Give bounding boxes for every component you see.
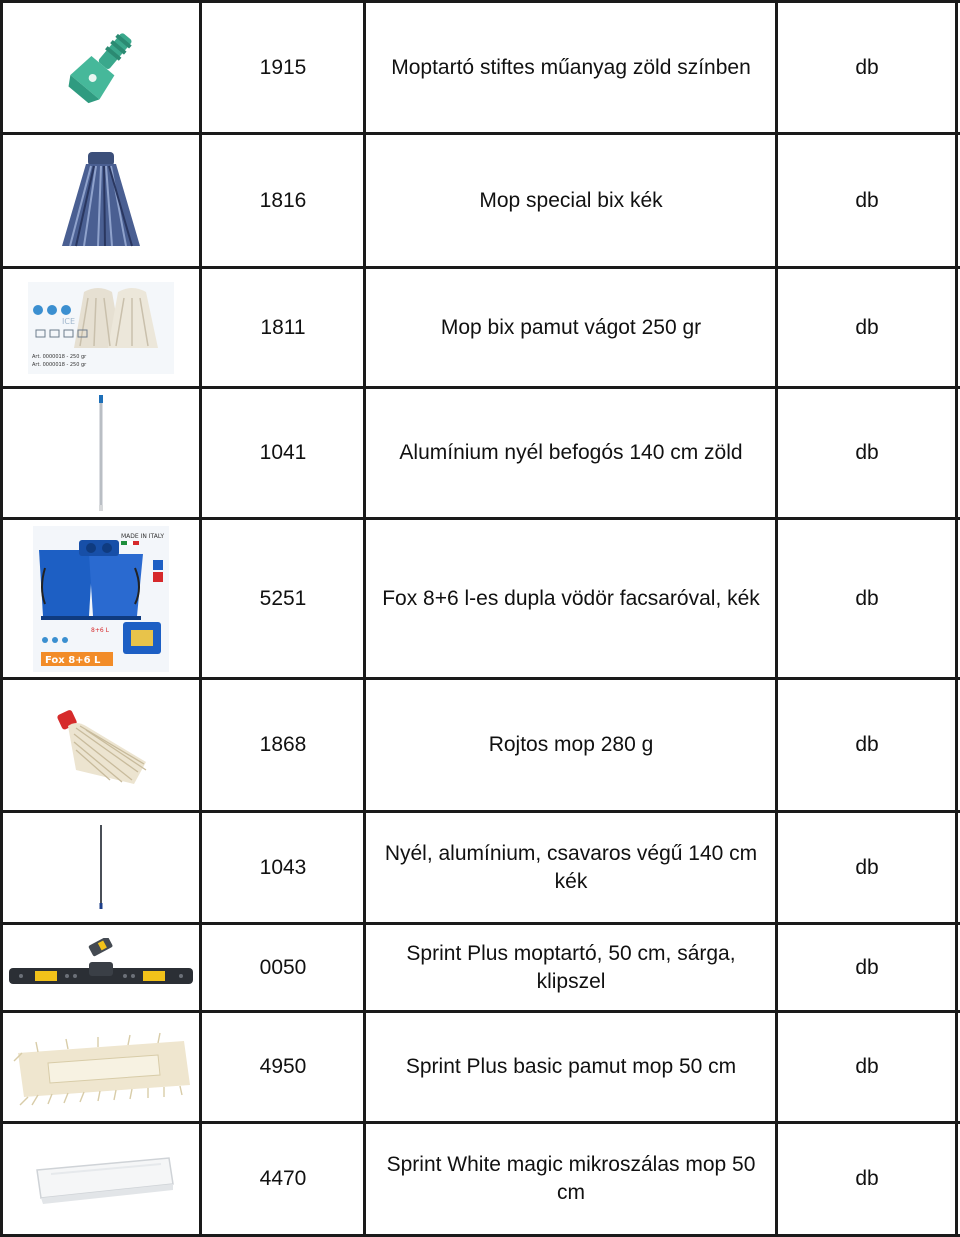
product-unit: db [855, 855, 879, 879]
product-name-text: Mop bix pamut vágot 250 gr [440, 315, 702, 339]
flat-cotton-mop-icon [8, 1027, 194, 1107]
image-caption: 8+6 L [91, 626, 109, 634]
table-row [0, 1013, 960, 1121]
blue-mop-head-icon [56, 146, 146, 256]
product-code: 4950 [259, 1055, 307, 1078]
product-name-text: Sprint Plus moptartó, 50 cm, sárga, klipszel [406, 941, 736, 993]
product-image [3, 813, 199, 922]
mop-holder-green-icon [56, 23, 146, 113]
product-image [3, 3, 199, 132]
table-row [0, 520, 960, 677]
product-unit: db [855, 586, 879, 610]
product-name-text: Fox 8+6 l-es dupla vödör facsaróval, kék [382, 586, 760, 610]
flat-mop-frame-icon [5, 938, 197, 998]
product-name-text: Alumínium nyél befogós 140 cm zöld [399, 441, 743, 464]
product-code: 1811 [260, 315, 306, 339]
screw-handle-icon [91, 823, 111, 913]
fringe-mop-icon [46, 700, 156, 790]
product-code: 1816 [259, 188, 307, 212]
product-code: 0050 [259, 955, 307, 979]
image-caption: Fox 8+6 L [45, 654, 101, 666]
product-name-text: Nyél, alumínium, csavaros végű 140 cm kék [384, 841, 758, 893]
table-row [0, 3, 960, 132]
table-row [0, 135, 960, 266]
table-row [0, 1124, 960, 1234]
product-name [367, 269, 775, 386]
product-name [367, 389, 775, 517]
product-image [3, 269, 199, 386]
image-caption: Art. 0000018 - 250 gr [32, 361, 87, 368]
product-name-text: Mop special bix kék [479, 188, 663, 212]
product-name-text: Rojtos mop 280 g [488, 733, 654, 756]
product-image [3, 135, 199, 266]
table-row [0, 925, 960, 1010]
product-name [367, 3, 775, 132]
product-name [367, 813, 775, 922]
product-unit: db [855, 55, 879, 79]
product-name [367, 1124, 775, 1234]
product-name [367, 680, 775, 810]
product-image [3, 925, 199, 1010]
product-name [367, 520, 775, 677]
product-image [3, 1013, 199, 1121]
product-name-text: Moptartó stiftes műanyag zöld színben [391, 55, 751, 79]
image-caption: Art. 0000018 - 250 gr [32, 353, 87, 360]
svg-text:ICE: ICE [62, 316, 75, 326]
product-code: 5251 [259, 586, 307, 610]
microfiber-pad-icon [21, 1144, 181, 1214]
product-code: 1868 [259, 733, 307, 756]
product-unit: db [855, 188, 879, 212]
aluminium-handle-icon [91, 393, 111, 513]
table-row [0, 269, 960, 386]
product-image [3, 1124, 199, 1234]
product-unit: db [855, 955, 879, 979]
product-code: 1915 [259, 55, 307, 79]
product-code: 1043 [259, 855, 307, 879]
product-code: 4470 [259, 1167, 307, 1190]
product-name [367, 1013, 775, 1121]
product-name-text: Sprint White magic mikroszálas mop 50 cm [386, 1153, 756, 1204]
product-name-text: Sprint Plus basic pamut mop 50 cm [405, 1055, 737, 1078]
table-row [0, 680, 960, 810]
product-name [367, 925, 775, 1010]
product-image [3, 389, 199, 517]
product-unit: db [855, 315, 879, 339]
image-caption: MADE IN ITALY [121, 532, 165, 540]
table-row [0, 389, 960, 517]
product-image [3, 520, 199, 677]
table-row [0, 813, 960, 922]
product-unit: db [855, 1167, 879, 1190]
product-unit: db [855, 1055, 879, 1078]
product-code: 1041 [259, 441, 307, 464]
product-unit: db [855, 441, 879, 464]
double-bucket-wringer-icon [31, 524, 171, 674]
product-name [367, 135, 775, 266]
cotton-mop-pair-icon [26, 278, 176, 378]
product-unit: db [855, 733, 879, 756]
product-image [3, 680, 199, 810]
